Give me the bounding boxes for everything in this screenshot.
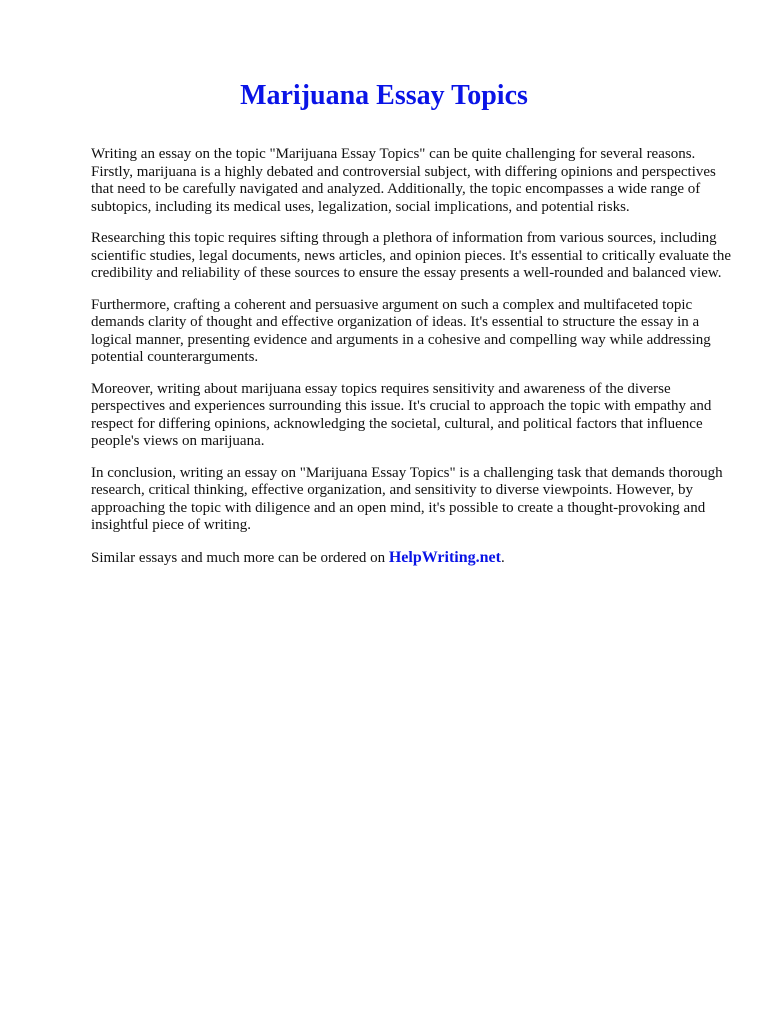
closing-suffix: . <box>500 549 505 566</box>
closing-line <box>91 549 731 568</box>
closing-prefix: Similar essays and much more can be ordered on <box>91 549 386 566</box>
essay-body <box>91 146 731 581</box>
paragraph-2: Researching this topic requires sifting through a plethora of information from various sources, including scientific studies, legal documents, news articles, and opinion pieces. It's essential to critically evaluate the credibility and reliability of these sources to ensure the essay presents a well-rounded and balanced view. <box>91 230 732 281</box>
helpwriting-link[interactable]: HelpWriting.net <box>388 548 501 566</box>
paragraph-4: Moreover, writing about marijuana essay topics requires sensitivity and awareness of the diverse perspectives and experiences surrounding this issue. It's crucial to approach the topic with empathy and respect for differing opinions, acknowledging the societal, cultural, and political factors that influence people's views on marijuana. <box>91 380 712 449</box>
paragraph-3: Furthermore, crafting a coherent and persuasive argument on such a complex and multifaceted topic demands clarity of thought and effective organization of ideas. It's essential to structure the essay in a logical manner, presenting evidence and arguments in a cohesive and compelling way while addressing potential counterarguments. <box>91 296 711 365</box>
paragraph-5: In conclusion, writing an essay on "Marijuana Essay Topics" is a challenging task that demands thorough research, critical thinking, effective organization, and sensitivity to diverse viewpoints. However, by approaching the topic with diligence and an open mind, it's possible to create a thought-provoking and insightful piece of writing. <box>91 464 723 533</box>
paragraph-1: Writing an essay on the topic "Marijuana Essay Topics" can be quite challenging for several reasons. Firstly, marijuana is a highly debated and controversial subject, with differing opinions and perspectives that need to be carefully navigated and analyzed. Additionally, the topic encompasses a wide range of subtopics, including its medical uses, legalization, social implications, and potential risks. <box>91 146 716 215</box>
page-title: Marijuana Essay Topics <box>240 80 528 111</box>
